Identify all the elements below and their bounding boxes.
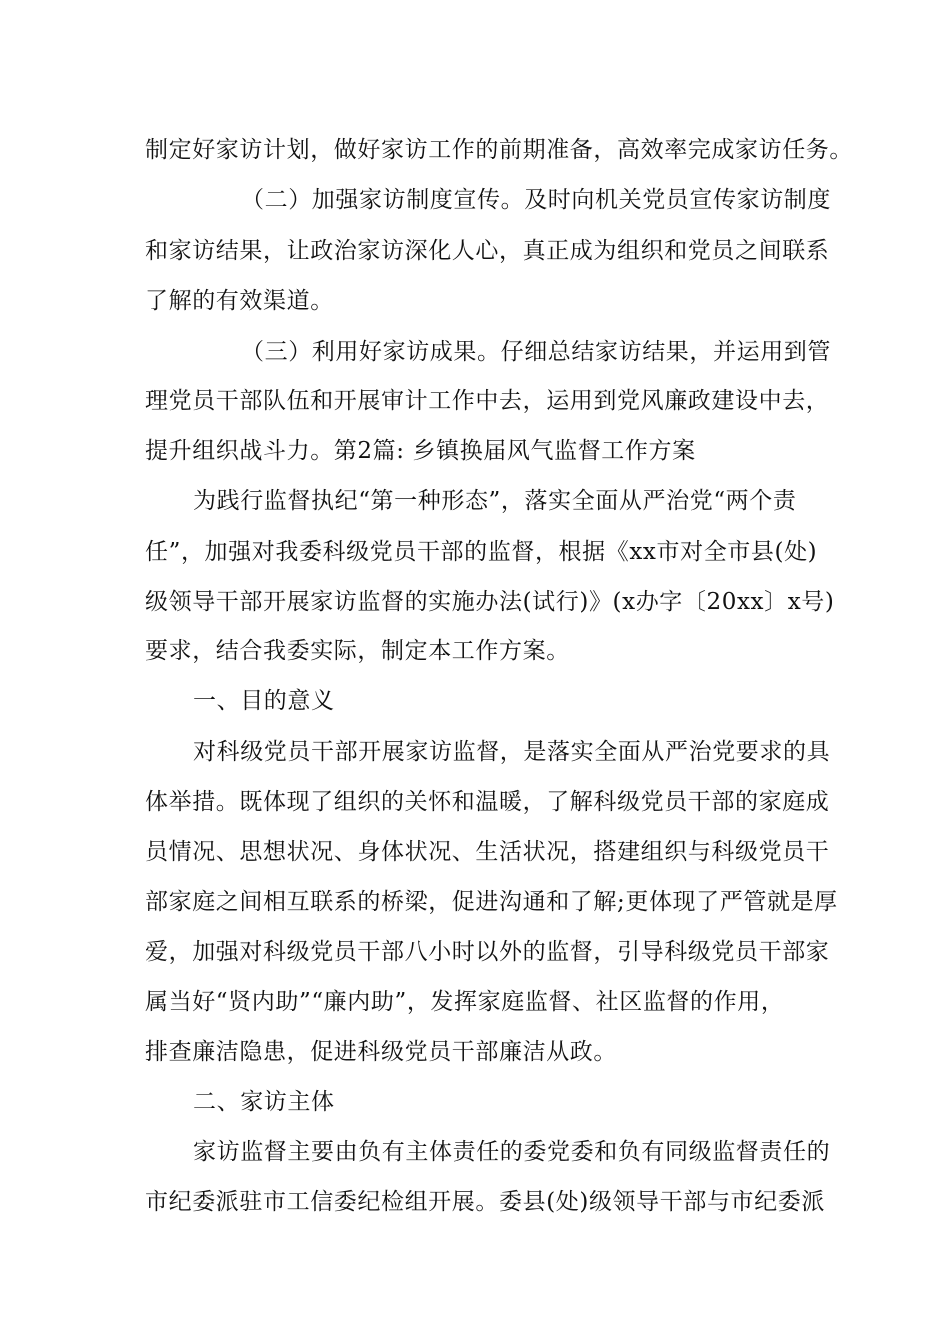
text-line: 对科级党员干部开展家访监督，是落实全面从严治党要求的具 (193, 739, 831, 765)
text-line: （三）利用好家访成果。仔细总结家访结果，并运用到管 (241, 339, 831, 365)
text-line: 理党员干部队伍和开展审计工作中去，运用到党风廉政建设中去， (145, 388, 830, 414)
text-line: 排查廉洁隐患，促进科级党员干部廉洁从政。 (145, 1039, 617, 1065)
text-line: 了解的有效渠道。 (145, 288, 334, 314)
text-line: 员情况、思想状况、身体状况、生活状况，搭建组织与科级党员干 (145, 839, 830, 865)
text-line: 级领导干部开展家访监督的实施办法(试行)》(x办字〔20xx〕x号) (145, 589, 835, 615)
section-heading: 二、家访主体 (193, 1089, 335, 1115)
text-line: 提升组织战斗力。第2篇: 乡镇换届风气监督工作方案 (145, 438, 696, 464)
text-line: 任”，加强对我委科级党员干部的监督，根据《xx市对全市县(处) (145, 539, 818, 565)
text-line: 属当好“贤内助”“廉内助”，发挥家庭监督、社区监督的作用， (145, 989, 785, 1015)
text-line: 体举措。既体现了组织的关怀和温暖，了解科级党员干部的家庭成 (145, 789, 830, 815)
text-line: 制定好家访计划，做好家访工作的前期准备，高效率完成家访任务。 (145, 137, 853, 163)
text-line: 和家访结果，让政治家访深化人心，真正成为组织和党员之间联系 (145, 238, 830, 264)
section-heading: 一、目的意义 (193, 688, 335, 714)
text-line: 要求，结合我委实际，制定本工作方案。 (145, 638, 570, 664)
text-line: 爱，加强对科级党员干部八小时以外的监督，引导科级党员干部家 (145, 939, 830, 965)
text-line: 家访监督主要由负有主体责任的委党委和负有同级监督责任的 (193, 1139, 831, 1165)
text-line: 为践行监督执纪“第一种形态”，落实全面从严治党“两个责 (193, 488, 797, 514)
text-line: 市纪委派驻市工信委纪检组开展。委县(处)级领导干部与市纪委派 (145, 1189, 825, 1215)
text-line: （二）加强家访制度宣传。及时向机关党员宣传家访制度 (241, 187, 831, 213)
text-line: 部家庭之间相互联系的桥梁，促进沟通和了解;更体现了严管就是厚 (145, 889, 838, 915)
